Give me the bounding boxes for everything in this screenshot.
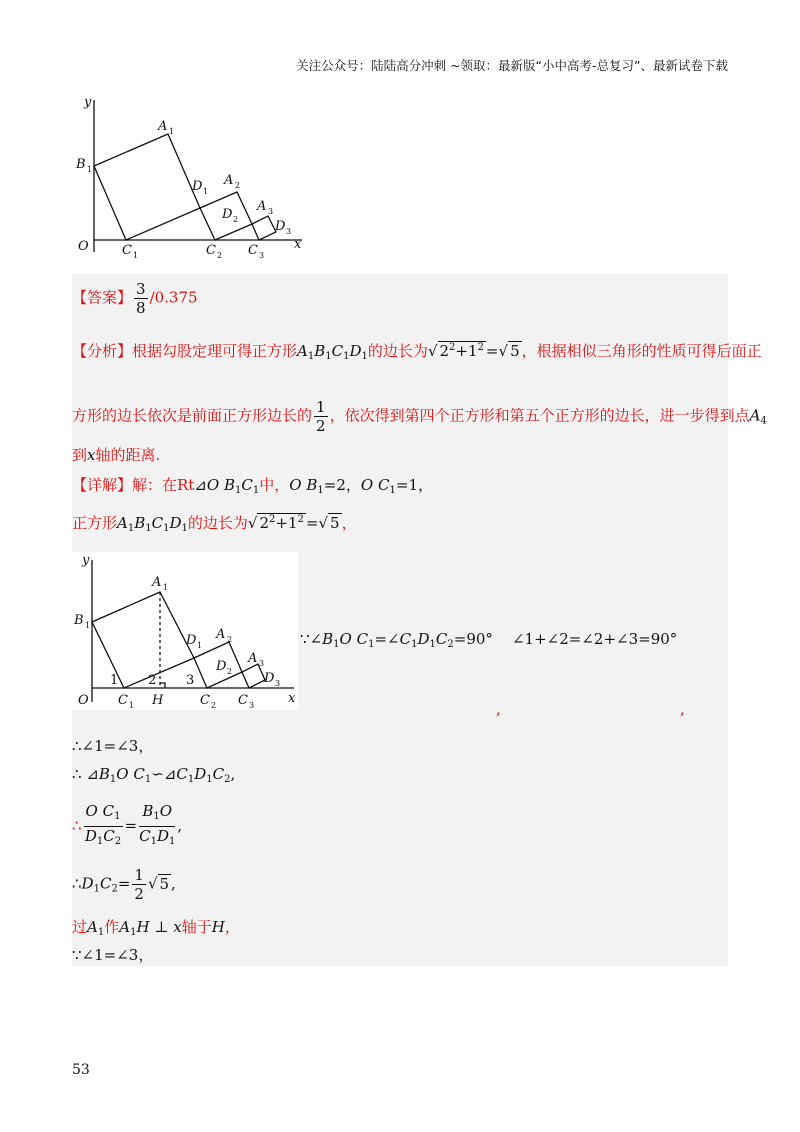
svg-text:3: 3 [249,701,255,710]
svg-text:D: D [264,671,275,686]
angle-equation-line: $\because\angle B_1O$ $C_1=\angle C_1D_1C_2=90^\circ$ ∠1+∠2=∠2+∠3=90° [300,630,678,650]
y-axis-label: y [84,95,92,110]
svg-text:1: 1 [87,165,93,174]
page-number: 53 [72,1062,90,1078]
svg-text:C: C [238,693,248,708]
svg-text:D: D [222,207,233,222]
svg-text:B: B [76,157,86,172]
figure-squares-2 [72,552,298,710]
svg-text:C: C [206,243,216,258]
step-perpendicular: 过$A_1$作$A_1H$ ⊥ x轴于H， [72,918,240,938]
svg-text:A: A [216,627,226,642]
answer-line: 【答案】 $\frac{3}{8}$ /0.375 [72,280,198,317]
svg-text:D: D [275,219,286,234]
svg-text:2: 2 [217,251,223,260]
svg-text:1: 1 [133,251,139,260]
svg-text:1: 1 [163,583,169,592]
svg-text:1: 1 [85,621,91,630]
svg-text:2: 2 [227,667,233,676]
svg-text:3: 3 [275,679,281,688]
svg-text:C: C [248,243,258,258]
svg-text:3: 3 [259,659,265,668]
svg-text:1: 1 [197,641,203,650]
svg-text:A: A [257,199,267,214]
analysis-line-2: 方形的边长依次是前面正方形边长的 $\frac{1}{2}$ ，依次得到第四个正方形和第五个正方形的边长，进一步得到点$A_4$ [72,398,767,435]
step-d1c2-length: $\therefore D_1C_2=$ $\frac{1}{2}$ √ 5 , [72,866,176,903]
svg-text:D: D [216,659,227,674]
svg-text:x: x [288,691,296,706]
analysis-line-3: 到x轴的距离. [72,446,161,464]
svg-text:3: 3 [268,207,274,216]
comma-mark-2: , [680,700,685,718]
svg-text:A: A [152,575,162,590]
svg-text:3: 3 [286,227,292,236]
detail-line-2: 正方形$A_1B_1C_1D_1$的边长为√ $2^2+1^2$ =√ 5 ， [72,514,357,534]
x-axis-label: x [294,237,302,252]
svg-text:B: B [74,613,84,628]
step-similar-triangles: ∴ $⊿B_1O$ $C_1∽⊿C_1D_1C_2$, [72,765,236,785]
svg-text:1: 1 [169,127,175,136]
svg-text:2: 2 [148,673,157,688]
svg-text:2: 2 [211,701,217,710]
svg-text:3: 3 [186,673,195,688]
svg-text:C: C [118,693,128,708]
svg-text:A: A [224,173,234,188]
svg-text:2: 2 [227,635,233,644]
svg-text:C: C [200,693,210,708]
step-ratio: ∴ $\frac{O C_1}{D_1C_2}$ = $\frac{B_1O}{C_1D_1}$ , [72,802,183,847]
svg-text:A: A [248,651,258,666]
svg-text:D: D [186,633,197,648]
svg-text:y: y [82,553,90,568]
svg-text:2: 2 [233,215,239,224]
comma-mark-1: , [496,700,501,718]
svg-text:1: 1 [129,701,135,710]
analysis-line-1: 【分析】根据勾股定理可得正方形$A_1B_1C_1D_1$的边长为√ $2^2+1^2$ =√ 5 ，根据相似三角形的性质可得后面正 [72,342,762,362]
page-header: 关注公众号：陆陆高分冲刺 ~领取：最新版“小中高考-总复习”、最新试卷下载 [296,58,728,73]
svg-text:1: 1 [203,187,209,196]
svg-text:2: 2 [235,181,241,190]
svg-text:1: 1 [110,673,119,688]
svg-text:D: D [192,179,203,194]
origin-label: O [78,239,89,254]
figure-squares-1 [70,92,310,264]
figure-squares-2-panel [72,552,298,710]
detail-line-1: 【详解】解：在Rt⊿O $B_1C_1$中，O $B_1=2$，O $C_1=1$， [72,476,433,496]
svg-text:C: C [122,243,132,258]
svg-text:O: O [78,693,89,708]
step-angle-equal-2: ∵∠1=∠3， [72,946,154,964]
svg-text:A: A [158,119,168,134]
svg-text:H: H [152,693,164,708]
svg-text:3: 3 [259,251,265,260]
step-angle-equal: ∴∠1=∠3， [72,737,154,755]
